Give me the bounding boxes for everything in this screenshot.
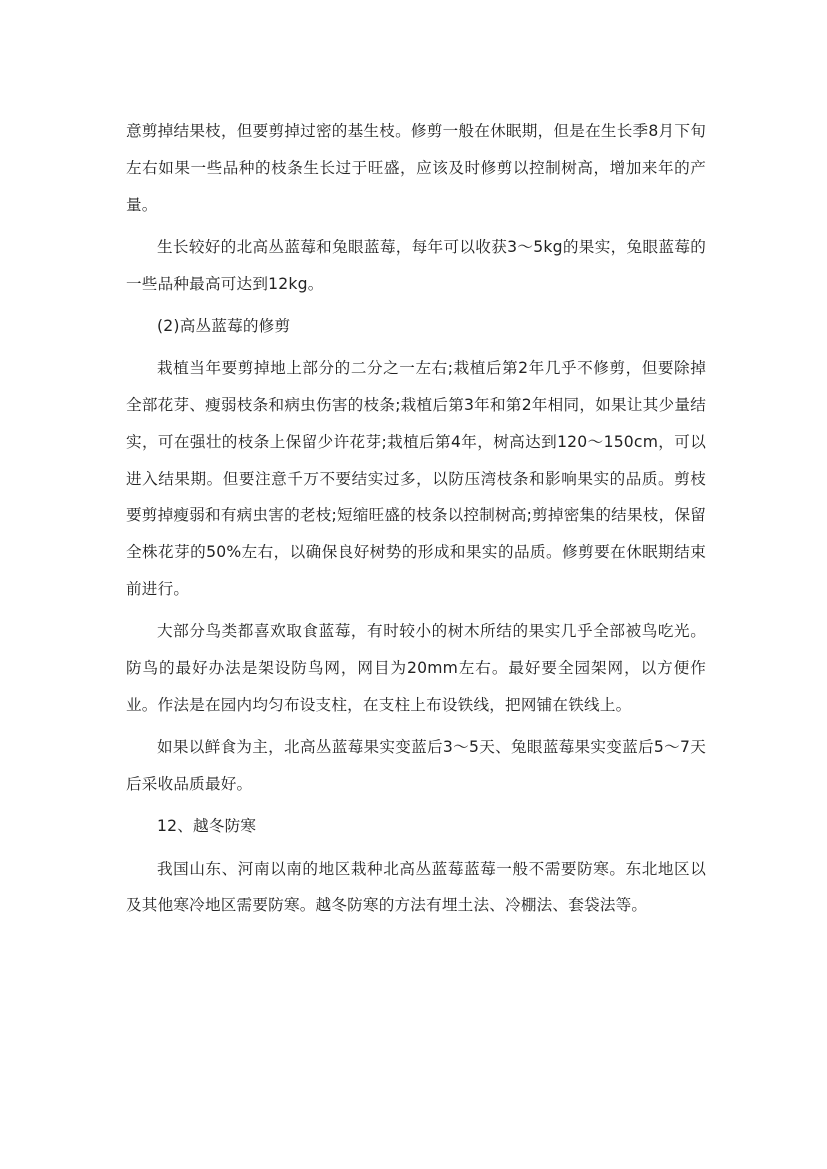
paragraph-yield: 生长较好的北高丛蓝莓和兔眼蓝莓，每年可以收获3～5kg的果实，兔眼蓝莓的一些品种最高可达到12kg。 <box>126 237 706 293</box>
paragraph-highbush-pruning: 栽植当年要剪掉地上部分的二分之一左右;栽植后第2年几乎不修剪，但要除掉全部花芽、瘦弱枝条和病虫伤害的枝条;栽植后第3年和第2年相同，如果让其少量结实，可在强壮的枝条上保留少许花芽;栽植后第4年，树高达到120～150cm，可以进入结果期。但要注意千万不要结实过多，以防压湾枝条和影响果实的品质。剪枝要剪掉瘦弱和有病虫害的老枝;短缩旺盛的枝条以控制树高;剪掉密集的结果枝，保留全株花芽的50%左右，以确保良好树势的形成和果实的品质。修剪要在休眠期结束前进行。 <box>126 359 706 599</box>
paragraph-pruning-continued: 意剪掉结果枝，但要剪掉过密的基生枝。修剪一般在休眠期，但是在生长季8月下旬左右如果一些品种的枝条生长过于旺盛，应该及时修剪以控制树高，增加来年的产量。 <box>126 122 706 214</box>
section-heading-winter-protection: 12、越冬防寒 <box>157 817 257 836</box>
paragraph-harvest-timing: 如果以鲜食为主，北高丛蓝莓果实变蓝后3～5天、兔眼蓝莓果实变蓝后5～7天后采收品质最好。 <box>126 738 706 794</box>
section-heading-highbush-pruning: (2)高丛蓝莓的修剪 <box>157 316 291 335</box>
paragraph-bird-protection: 大部分鸟类都喜欢取食蓝莓，有时较小的树木所结的果实几乎全部被鸟吃光。防鸟的最好办法是架设防鸟网，网目为20mm左右。最好要全园架网，以方便作业。作法是在园内均匀布设支柱，在支柱上布设铁线，把网铺在铁线上。 <box>126 622 706 714</box>
document-body <box>126 113 706 924</box>
paragraph-winter-protection: 我国山东、河南以南的地区栽种北高丛蓝莓蓝莓一般不需要防寒。东北地区以及其他寒冷地区需要防寒。越冬防寒的方法有埋土法、冷棚法、套袋法等。 <box>126 859 706 915</box>
